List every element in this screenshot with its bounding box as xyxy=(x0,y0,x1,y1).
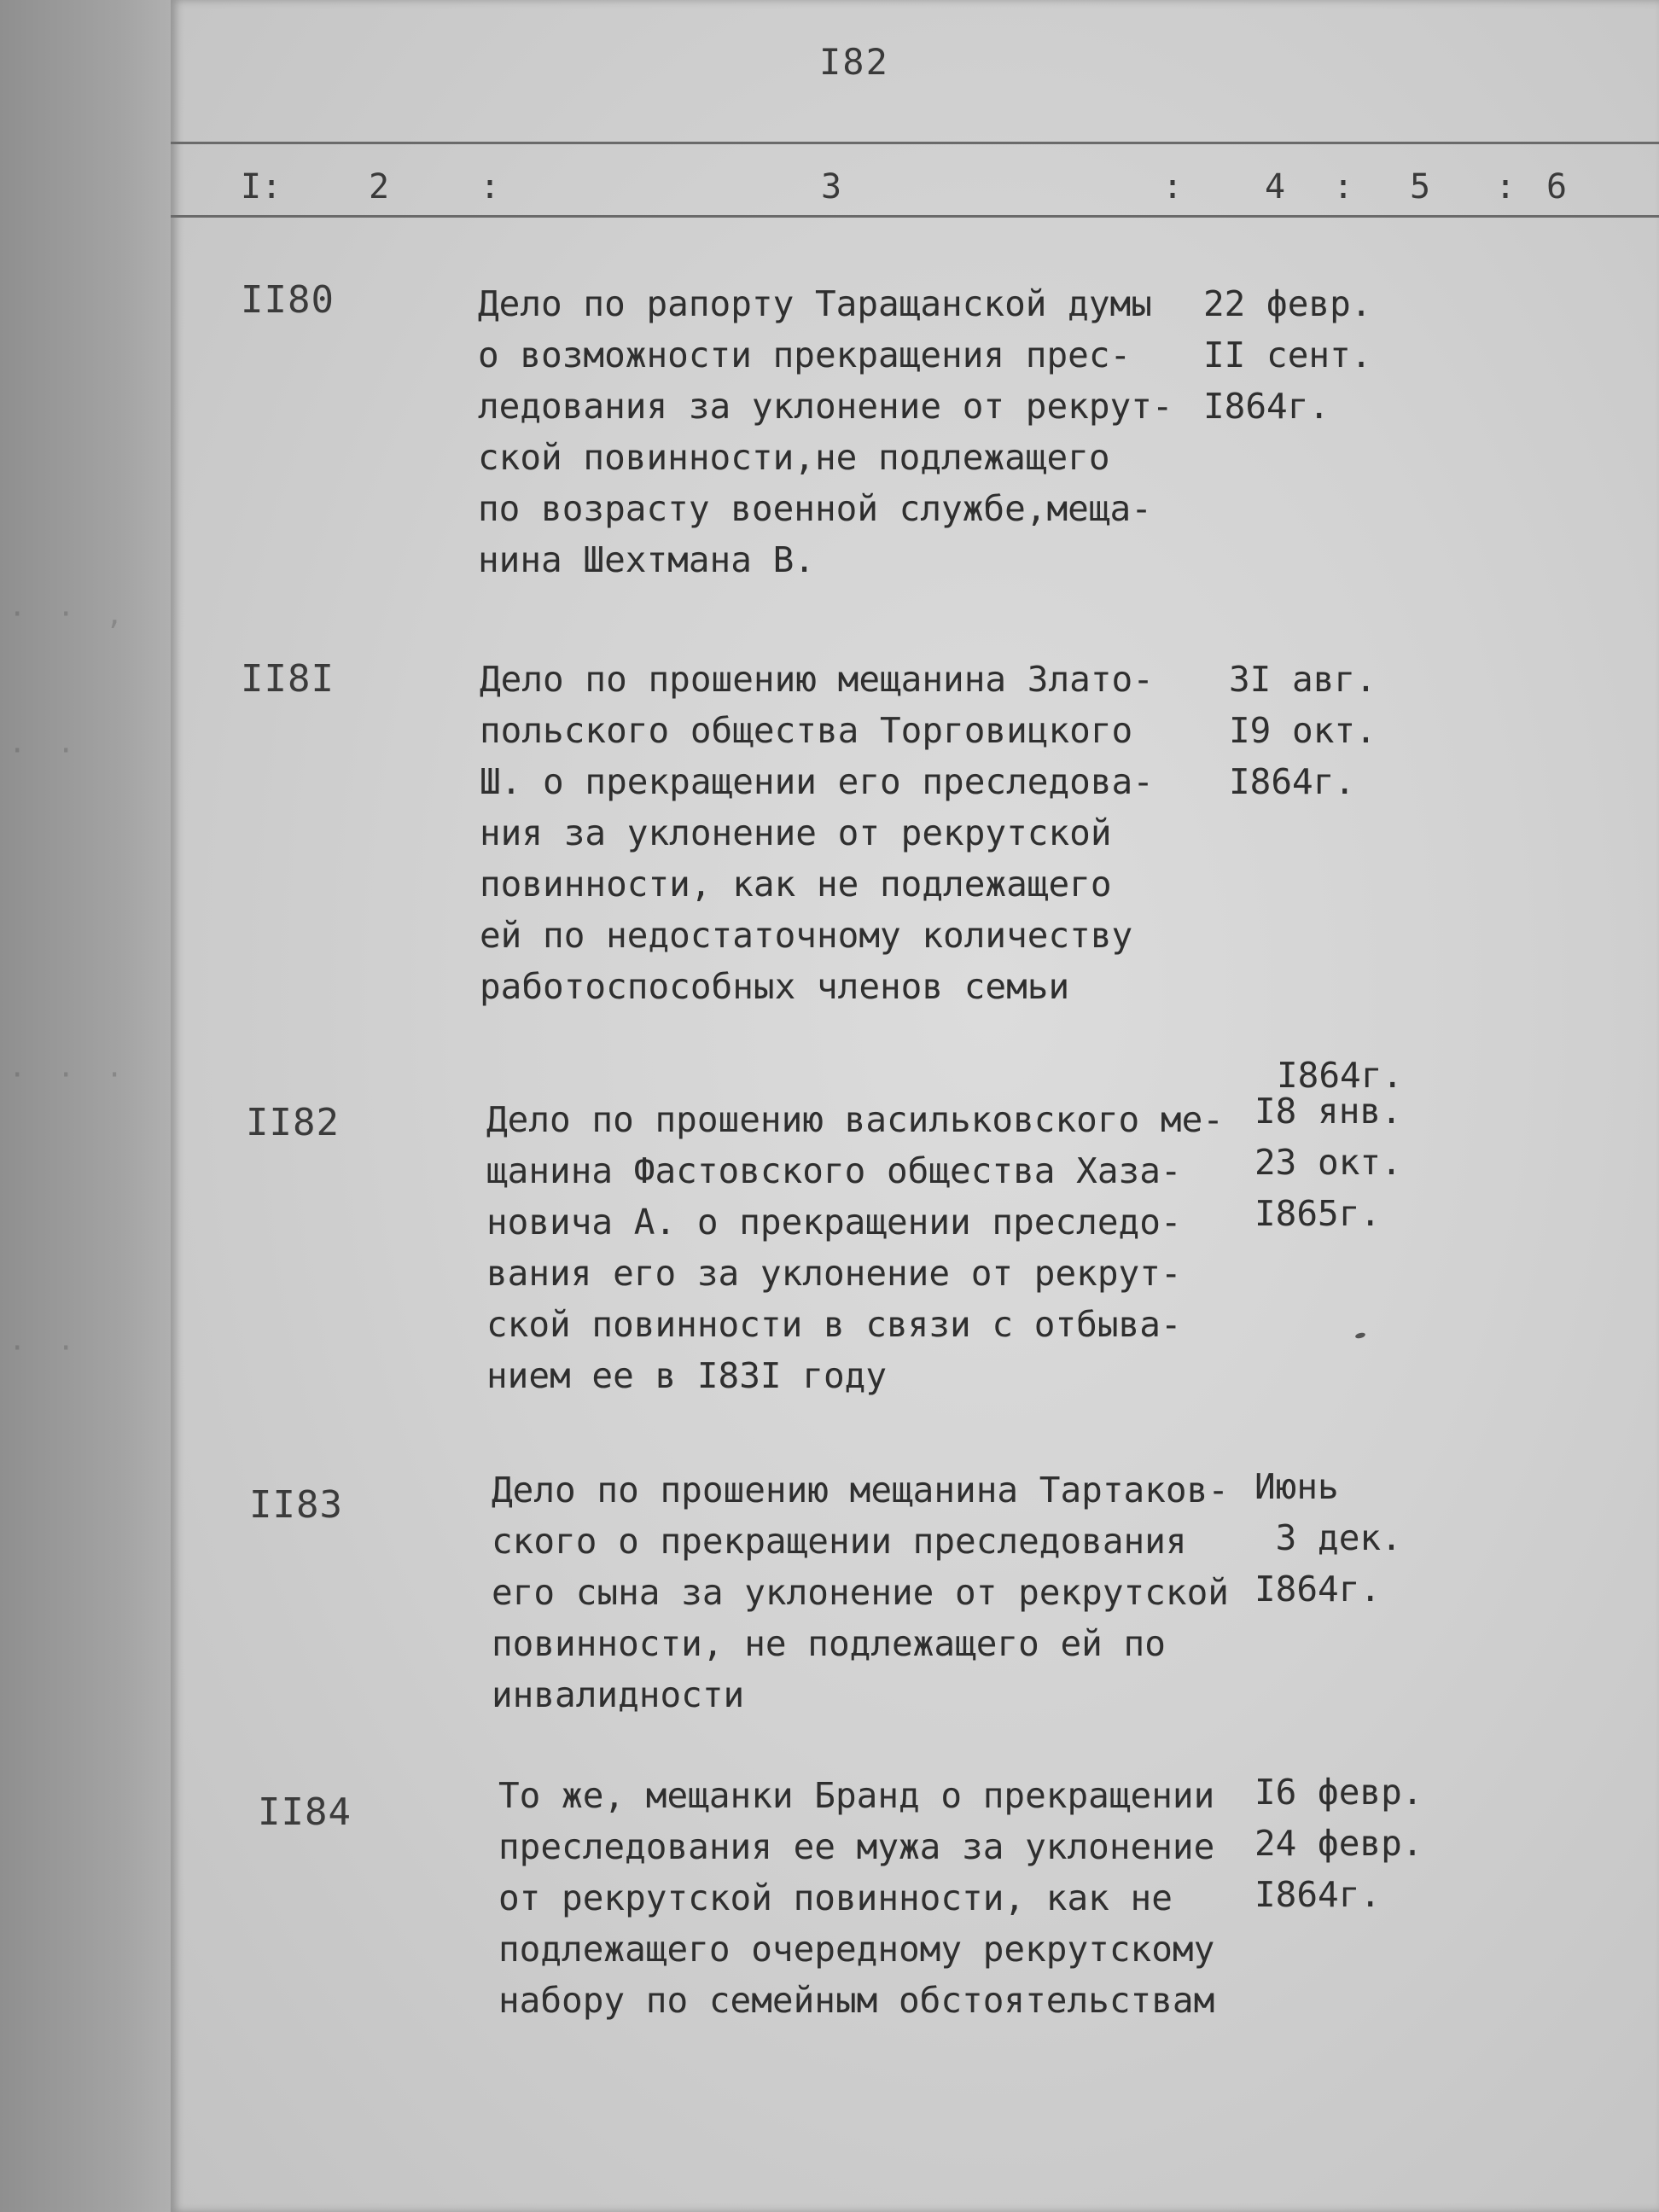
entry-dates: I8 янв. 23 окт. I865г. xyxy=(1254,1091,1402,1234)
column-separator: : xyxy=(1333,167,1354,207)
column-header-3: 3 xyxy=(821,167,842,207)
entry-dates: Июнь 3 дек. I864г. xyxy=(1254,1466,1402,1610)
column-header-5: 5 xyxy=(1410,167,1431,207)
entry-number: II83 xyxy=(249,1483,343,1527)
entry-description: Дело по прошению мещанина Тартаков- ского о прекращении преследования его сына за уклонение от рекрутской повинности, не подлежащего ей по инвалидности xyxy=(492,1470,1229,1715)
bleed-through-mark: · · , xyxy=(9,597,131,632)
page-number: I82 xyxy=(819,41,889,83)
header-rule-bottom xyxy=(171,215,1659,218)
column-separator: : xyxy=(1162,167,1184,207)
bleed-through-mark: · · · xyxy=(9,1058,131,1092)
entry-description: Дело по рапорту Таращанской думы о возможности прекращения прес- ледования за уклонение от рекрут- ской повинности,не подлежащего по возрасту военной службе,меща- нина Шехтмана В. xyxy=(478,283,1173,580)
column-separator: : xyxy=(480,167,501,207)
entry-dates: 3I авг. I9 окт. I864г. xyxy=(1229,659,1377,802)
entry-description: То же, мещанки Бранд о прекращении преследования ее мужа за уклонение от рекрутской повинности, как не подлежащего очередному рекрутскому набору по семейным обстоятельствам xyxy=(498,1775,1215,2021)
entry-dates: 22 февр. II сент. I864г. xyxy=(1203,283,1372,427)
column-header-2: 2 xyxy=(369,167,390,207)
entry-dates: I6 февр. 24 февр. I864г. xyxy=(1254,1772,1423,1915)
entry-description: Дело по прошению мещанина Злато- польского общества Торговицкого Ш. о прекращении его преследова- ния за уклонение от рекрутской повинности, как не подлежащего ей по недостаточному количеству работоспособных членов семьи xyxy=(480,659,1154,1007)
previous-page-edge xyxy=(0,0,171,2212)
entry-number: II8I xyxy=(241,657,335,701)
entry-number: II84 xyxy=(258,1790,352,1834)
entry-description: Дело по прошению васильковского ме- щанина Фастовского общества Хаза- новича А. о прекращении преследо- вания его за уклонение от рекрут- ской повинности в связи с отбыва- нием ее в I83I году xyxy=(486,1099,1224,1396)
bleed-through-mark: · · xyxy=(9,734,82,768)
column-separator: : xyxy=(1495,167,1516,207)
bleed-through-mark: · · xyxy=(9,1331,82,1365)
header-rule-top xyxy=(171,142,1659,144)
entry-number: II82 xyxy=(246,1101,340,1144)
column-header-4: 4 xyxy=(1265,167,1286,207)
entry-dates-above: I864г. xyxy=(1277,1055,1404,1096)
column-header-6: 6 xyxy=(1546,167,1568,207)
column-header-1: I: xyxy=(241,167,282,207)
entry-number: II80 xyxy=(241,278,335,322)
